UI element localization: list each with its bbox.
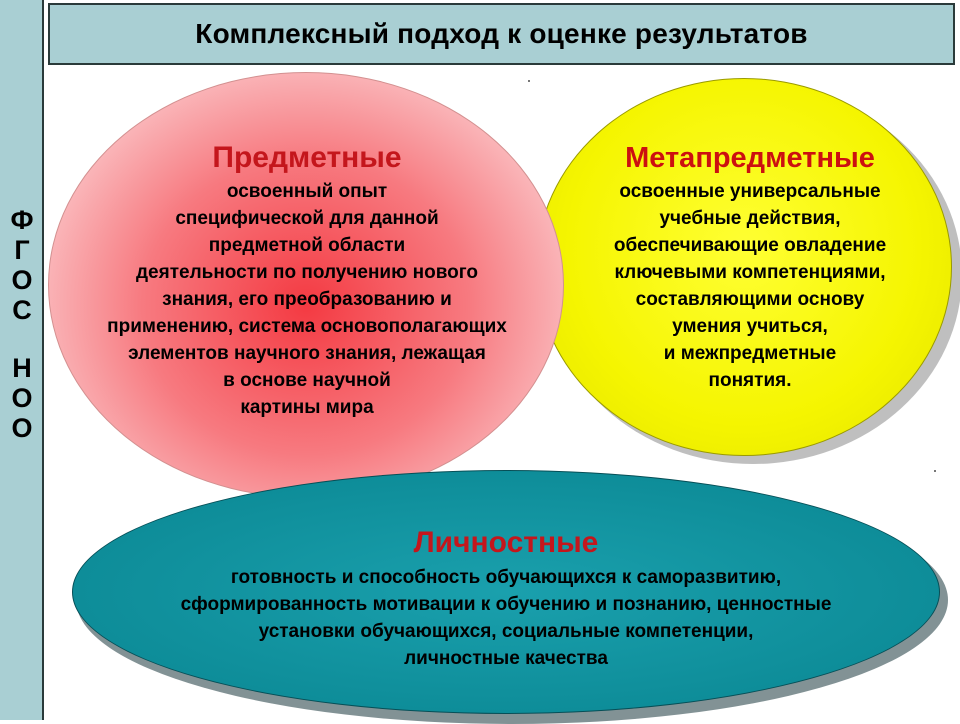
subject-line: в основе научной xyxy=(223,370,391,391)
sidebar xyxy=(0,0,44,720)
header-bar xyxy=(48,3,955,65)
subject-line: деятельности по получению нового xyxy=(136,262,478,283)
personal-block xyxy=(72,524,940,672)
subject-line: применению, система основополагающих xyxy=(107,316,507,337)
decorative-dot xyxy=(528,80,530,82)
personal-line: личностные качества xyxy=(404,648,608,669)
sidebar-letter: О xyxy=(11,383,33,413)
subject-title: Предметные xyxy=(212,141,402,174)
sidebar-letter: Ф xyxy=(10,205,34,235)
meta-line: учебные действия, xyxy=(659,208,841,229)
personal-line: установки обучающихся, социальные компетенции, xyxy=(258,621,754,642)
subject-block xyxy=(52,140,562,421)
sidebar-letter: О xyxy=(11,265,33,295)
meta-line: составляющими основу xyxy=(635,289,865,310)
page-title: Комплексный подход к оценке результатов xyxy=(195,18,808,49)
meta-line: ключевыми компетенциями, xyxy=(614,262,886,283)
subject-line: предметной области xyxy=(208,235,406,256)
subject-line: освоенный опыт xyxy=(226,181,388,202)
subject-line: специфической для данной xyxy=(175,208,439,229)
personal-line: готовность и способность обучающихся к саморазвитию, xyxy=(230,567,782,588)
meta-title: Метапредметные xyxy=(625,142,875,174)
personal-title: Личностные xyxy=(413,526,599,559)
sidebar-letter: С xyxy=(12,295,32,325)
meta-line: освоенные универсальные xyxy=(619,181,881,202)
meta-line: умения учиться, xyxy=(672,316,828,337)
decorative-dot xyxy=(934,470,936,472)
sidebar-vertical-label xyxy=(0,205,44,443)
sidebar-letter: О xyxy=(11,413,33,443)
meta-line: обеспечивающие овладение xyxy=(613,235,887,256)
sidebar-letter: Н xyxy=(12,353,32,383)
subject-line: знания, его преобразованию и xyxy=(162,289,452,310)
meta-block xyxy=(560,140,940,394)
meta-line: понятия. xyxy=(708,370,792,391)
sidebar-letter-gap xyxy=(0,325,44,353)
subject-line: элементов научного знания, лежащая xyxy=(128,343,486,364)
subject-line: картины мира xyxy=(240,397,374,418)
personal-line: сформированность мотивации к обучению и познанию, ценностные xyxy=(180,594,832,615)
meta-line: и межпредметные xyxy=(663,343,837,364)
sidebar-letter: Г xyxy=(14,235,30,265)
